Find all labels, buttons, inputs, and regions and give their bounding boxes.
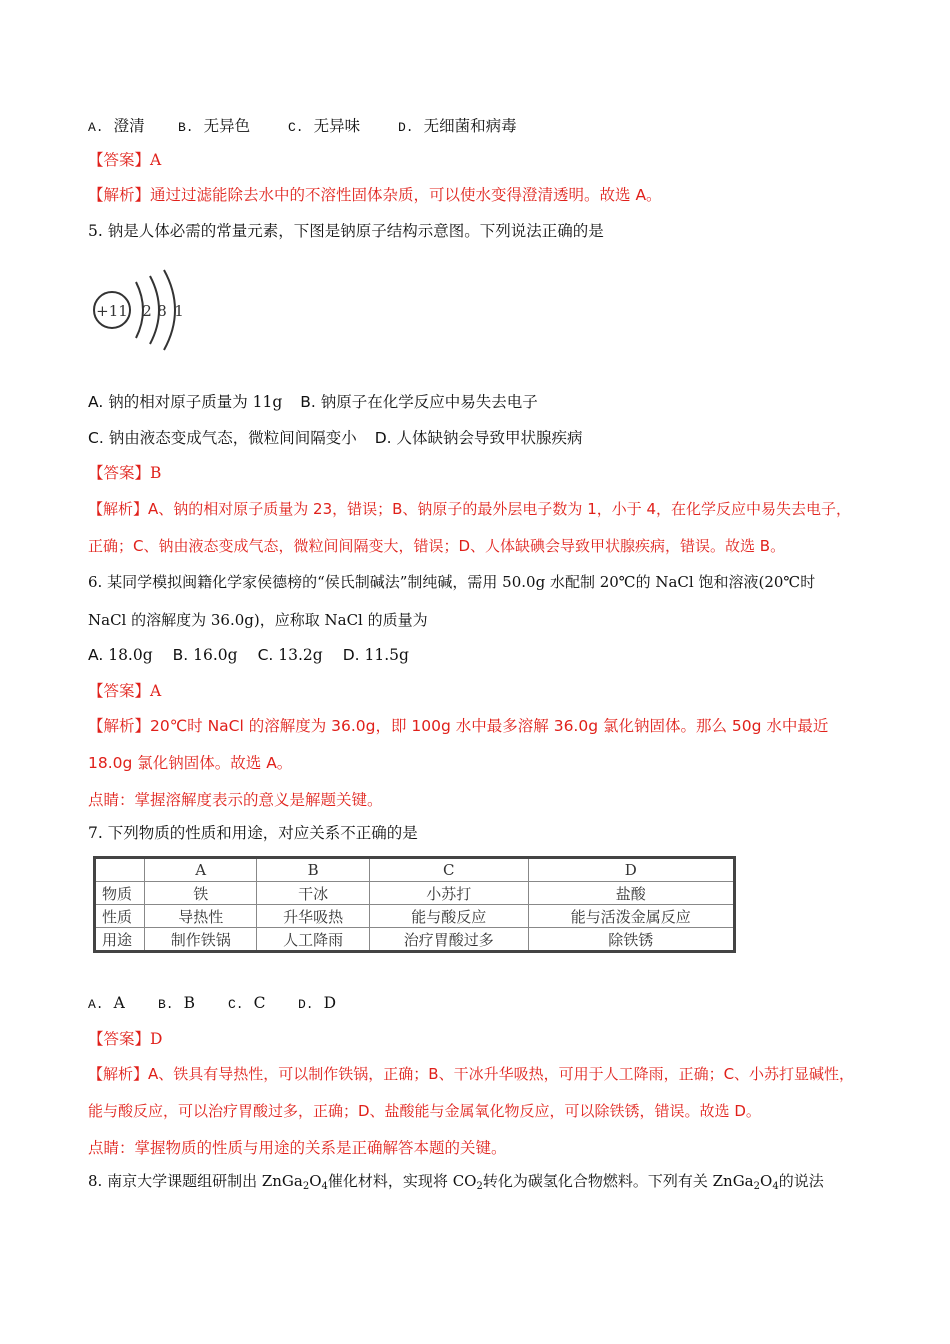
q7-option-b: B. B bbox=[158, 994, 195, 1012]
table-row bbox=[95, 905, 735, 928]
table-row bbox=[95, 928, 735, 952]
q4-option-d: D. 无细菌和病毒 bbox=[398, 117, 517, 135]
q5-options-row1 bbox=[88, 391, 538, 413]
table-header-d: D bbox=[528, 858, 734, 882]
q6-analysis-line2: 18.0g 氯化钠固体。故选 A。 bbox=[88, 754, 293, 772]
q5-option-a: A. 钠的相对原子质量为 11g bbox=[88, 393, 283, 411]
table-cell: 能与活泼金属反应 bbox=[528, 905, 734, 928]
q4-analysis: 【解析】通过过滤能除去水中的不溶性固体杂质，可以使水变得澄清透明。故选 A。 bbox=[88, 186, 662, 204]
table-header-a: A bbox=[145, 858, 257, 882]
sodium-atom-diagram bbox=[88, 268, 198, 358]
q5-options-row2 bbox=[88, 427, 583, 449]
q5-analysis-line2: 正确；C、钠由液态变成气态，微粒间间隔变大，错误；D、人体缺碘会导致甲状腺疾病，错误。故选 B。 bbox=[88, 537, 786, 555]
shell-1-electrons: 2 bbox=[142, 302, 152, 320]
table-row-label: 用途 bbox=[95, 928, 145, 952]
q6-analysis-line1: 【解析】20℃时 NaCl 的溶解度为 36.0g，即 100g 水中最多溶解 36.0g 氯化钠固体。那么 50g 水中最近 bbox=[88, 717, 829, 735]
q7-stem: 7. 下列物质的性质和用途，对应关系不正确的是 bbox=[88, 824, 418, 842]
q7-analysis-line2: 能与酸反应，可以治疗胃酸过多，正确；D、盐酸能与金属氧化物反应，可以除铁锈，错误。故选 D。 bbox=[88, 1102, 761, 1120]
table-cell: 治疗胃酸过多 bbox=[369, 928, 528, 952]
q6-stem-line2: NaCl 的溶解度为 36.0g)，应称取 NaCl 的质量为 bbox=[88, 611, 428, 629]
q5-analysis-line1: 【解析】A、钠的相对原子质量为 23，错误；B、钠原子的最外层电子数为 1，小于 4，在化学反应中易失去电子， bbox=[88, 500, 852, 518]
table-cell: 干冰 bbox=[257, 882, 369, 905]
table-row-label: 物质 bbox=[95, 882, 145, 905]
table-header-row bbox=[95, 858, 735, 882]
q4-option-a: A. 澄清 bbox=[88, 117, 145, 135]
q5-option-c: C. 钠由液态变成气态，微粒间间隔变小 bbox=[88, 429, 357, 447]
q4-options bbox=[88, 115, 517, 139]
table-header-c: C bbox=[369, 858, 528, 882]
q7-analysis-line1: 【解析】A、铁具有导热性，可以制作铁锅，正确；B、干冰升华吸热，可用于人工降雨，正确；C、小苏打显碱性， bbox=[88, 1065, 855, 1083]
table-row bbox=[95, 882, 735, 905]
q4-answer: 【答案】A bbox=[88, 151, 162, 169]
table-header-b: B bbox=[257, 858, 369, 882]
q6-answer: 【答案】A bbox=[88, 682, 162, 700]
q6-options bbox=[88, 644, 409, 666]
q5-answer: 【答案】B bbox=[88, 464, 162, 482]
table-cell: 升华吸热 bbox=[257, 905, 369, 928]
q8-stem: 8. 南京大学课题组研制出 $ZnGa_2O_4$催化材料，实现将 $CO_2$转化为碳氢化合物燃料。下列有关 $ZnGa_2O_4$的说法 bbox=[88, 1172, 824, 1192]
q6-option-a: A. 18.0g bbox=[88, 646, 153, 664]
q7-option-a: A. A bbox=[88, 994, 125, 1012]
shell-2-electrons: 8 bbox=[157, 302, 167, 320]
table-cell bbox=[95, 858, 145, 882]
table-cell: 制作铁锅 bbox=[145, 928, 257, 952]
table-row-label: 性质 bbox=[95, 905, 145, 928]
q6-option-d: D. 11.5g bbox=[342, 646, 409, 664]
q7-properties-table bbox=[93, 856, 736, 953]
q5-stem: 5. 钠是人体必需的常量元素，下图是钠原子结构示意图。下列说法正确的是 bbox=[88, 222, 604, 240]
q6-option-b: B. 16.0g bbox=[172, 646, 238, 664]
table-cell: 小苏打 bbox=[369, 882, 528, 905]
q7-option-c: C. C bbox=[228, 994, 266, 1012]
table-cell: 能与酸反应 bbox=[369, 905, 528, 928]
q6-stem-line1: 6. 某同学模拟闽籍化学家侯德榜的“侯氏制碱法”制纯碱，需用 50.0g 水配制 20℃的 NaCl 饱和溶液(20℃时 bbox=[88, 573, 816, 591]
q5-option-b: B. 钠原子在化学反应中易失去电子 bbox=[300, 393, 538, 411]
q4-option-c: C. 无异味 bbox=[288, 117, 361, 135]
q7-answer: 【答案】D bbox=[88, 1030, 163, 1048]
q7-options bbox=[88, 992, 336, 1016]
q5-option-d: D. 人体缺钠会导致甲状腺疾病 bbox=[374, 429, 583, 447]
q7-option-d: D. D bbox=[298, 994, 337, 1012]
q7-tip: 点睛：掌握物质的性质与用途的关系是正确解答本题的关键。 bbox=[88, 1139, 507, 1157]
shell-3-electrons: 1 bbox=[174, 302, 184, 320]
table-cell: 铁 bbox=[145, 882, 257, 905]
q6-option-c: C. 13.2g bbox=[257, 646, 323, 664]
table-cell: 除铁锈 bbox=[528, 928, 734, 952]
q4-option-b: B. 无异色 bbox=[178, 117, 251, 135]
nucleus-label: +11 bbox=[96, 302, 128, 320]
table-cell: 盐酸 bbox=[528, 882, 734, 905]
table-cell: 人工降雨 bbox=[257, 928, 369, 952]
q6-tip: 点睛：掌握溶解度表示的意义是解题关键。 bbox=[88, 791, 383, 809]
table-cell: 导热性 bbox=[145, 905, 257, 928]
